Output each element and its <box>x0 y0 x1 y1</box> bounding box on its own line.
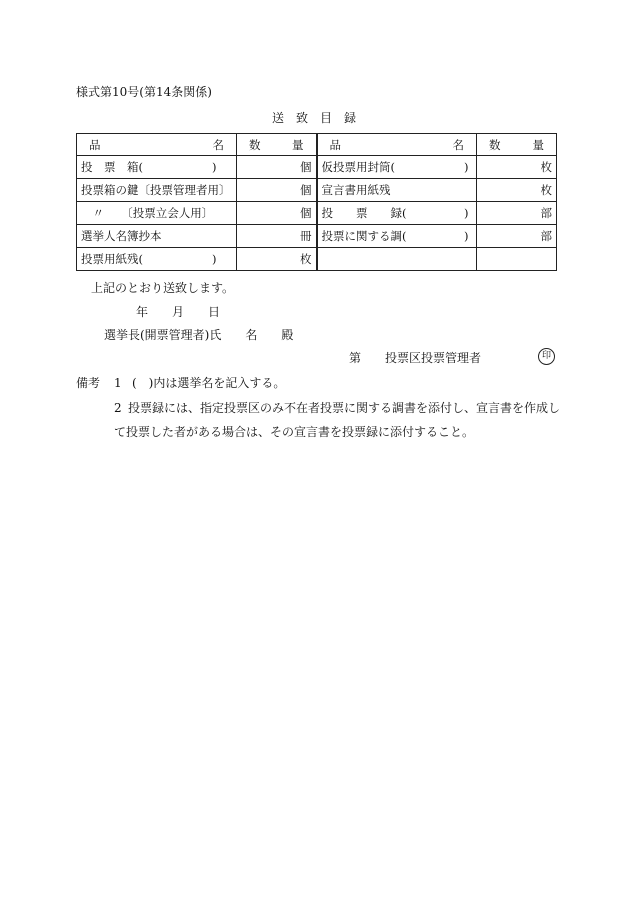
right-item: 投 票 録( ) <box>317 202 477 225</box>
right-unit: 部 <box>477 225 557 248</box>
table-row <box>77 202 557 225</box>
right-unit <box>477 248 557 271</box>
header-item-left: 品 名 <box>77 134 237 156</box>
left-unit: 個 <box>237 156 317 179</box>
right-item: 仮投票用封筒( ) <box>317 156 477 179</box>
header-qty-left: 数 量 <box>237 134 317 156</box>
left-unit: 冊 <box>237 225 317 248</box>
seal-mark-icon: 印 <box>538 348 555 365</box>
right-item <box>317 248 477 271</box>
addressee-line: 選挙長(開票管理者)氏 名 殿 <box>104 328 294 342</box>
left-item: 〃 〔投票立会人用〕 <box>77 202 237 225</box>
left-unit: 枚 <box>237 248 317 271</box>
document-title: 送 致 目 録 <box>272 111 357 125</box>
table-row <box>77 248 557 271</box>
note-2-number: 2 <box>114 401 122 415</box>
left-unit: 個 <box>237 179 317 202</box>
table-row <box>77 225 557 248</box>
statement-text: 上記のとおり送致します。 <box>91 281 235 295</box>
notes-label: 備考 <box>76 376 101 390</box>
table-row <box>77 156 557 179</box>
header-item-right: 品 名 <box>317 134 477 156</box>
note-1-text: ( )内は選挙名を記入する。 <box>132 376 286 390</box>
left-item: 投 票 箱( ) <box>77 156 237 179</box>
right-unit: 枚 <box>477 179 557 202</box>
form-label: 様式第10号(第14条関係) <box>76 85 212 99</box>
table-header-row <box>77 134 557 156</box>
left-item: 選挙人名簿抄本 <box>77 225 237 248</box>
table-row <box>77 179 557 202</box>
right-unit: 枚 <box>477 156 557 179</box>
date-line: 年 月 日 <box>136 305 221 319</box>
note-2-line-1: 投票録には、指定投票区のみ不在者投票に関する調書を添付し、宣言書を作成し <box>128 401 561 415</box>
left-unit: 個 <box>237 202 317 225</box>
left-item: 投票箱の鍵〔投票管理者用〕 <box>77 179 237 202</box>
right-item: 投票に関する調( ) <box>317 225 477 248</box>
note-1-number: 1 <box>114 376 122 390</box>
right-unit: 部 <box>477 202 557 225</box>
signer-line: 第 投票区投票管理者 <box>349 351 482 365</box>
right-item: 宣言書用紙残 <box>317 179 477 202</box>
header-qty-right: 数 量 <box>477 134 557 156</box>
note-2-line-2: て投票した者がある場合は、その宣言書を投票録に添付すること。 <box>114 425 475 439</box>
delivery-list-table <box>76 133 557 271</box>
left-item: 投票用紙残( ) <box>77 248 237 271</box>
